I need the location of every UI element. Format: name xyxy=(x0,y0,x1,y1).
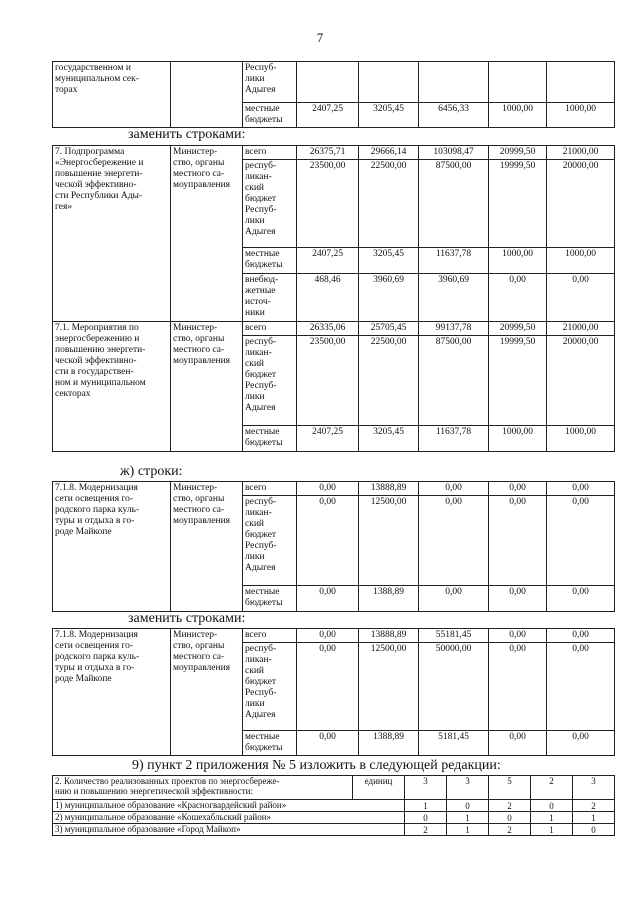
text-line: Адыгея xyxy=(245,85,276,95)
text-line: моуправления xyxy=(173,516,231,526)
heading-replace-rows: заменить строками: xyxy=(128,127,246,142)
text-line: ство, органы xyxy=(173,334,225,344)
value-cell: 2 xyxy=(531,776,573,800)
value-cell: 2407,25 xyxy=(297,103,359,128)
page-number: 7 xyxy=(316,30,324,45)
text-line: местные xyxy=(245,427,280,437)
value-cell: 22500,00 xyxy=(359,160,419,248)
unit-cell: единиц xyxy=(353,776,405,800)
table-row: 2) муниципальное образование «Кошехабльский район» xyxy=(53,812,405,824)
executor-cell xyxy=(171,629,243,756)
value-cell: 0 xyxy=(447,800,489,812)
text-line: местного са- xyxy=(173,505,225,515)
text-line: Респуб- xyxy=(245,205,277,215)
value-cell: 3 xyxy=(405,776,447,800)
value-cell: 1388,89 xyxy=(359,731,419,756)
source-cell xyxy=(243,586,297,612)
text-line: бюджет xyxy=(245,370,277,380)
table-appendix-5 xyxy=(52,775,615,836)
table-subprogram-7 xyxy=(52,145,615,452)
value-cell: 20000,00 xyxy=(547,160,615,248)
text-line: бюджеты xyxy=(245,438,283,448)
value-cell: 3 xyxy=(447,776,489,800)
value-cell: 6456,33 xyxy=(419,103,489,128)
value-cell: 87500,00 xyxy=(419,160,489,248)
text-line: Адыгея xyxy=(245,403,276,413)
value-cell: 3 xyxy=(573,776,615,800)
table-row: 3) муниципальное образование «Город Майкоп» xyxy=(53,824,405,836)
program-label xyxy=(53,629,171,756)
text-line: источ- xyxy=(245,297,271,307)
program-label xyxy=(53,62,171,128)
value-cell: 2407,25 xyxy=(297,426,359,452)
text-line: бюджеты xyxy=(245,260,283,270)
executor-cell xyxy=(171,62,243,128)
value-cell: 103098,47 xyxy=(419,146,489,160)
value-cell: 0,00 xyxy=(297,496,359,586)
value-cell: 0,00 xyxy=(489,731,547,756)
value-cell: 468,46 xyxy=(297,274,359,322)
program-label xyxy=(53,322,171,452)
value-cell: 0 xyxy=(531,800,573,812)
text-line: ский xyxy=(245,519,264,529)
value-cell xyxy=(297,62,359,103)
text-line: респуб- xyxy=(245,497,277,507)
value-cell: 1 xyxy=(447,812,489,824)
value-cell: 0,00 xyxy=(547,496,615,586)
text-line: моуправления xyxy=(173,663,231,673)
text-line: лики xyxy=(245,216,265,226)
value-cell: 26335,06 xyxy=(297,322,359,336)
value-cell: 0 xyxy=(573,824,615,836)
text-line: моуправления xyxy=(173,180,231,190)
value-cell: 21000,00 xyxy=(547,146,615,160)
value-cell: 11637,78 xyxy=(419,248,489,274)
program-label xyxy=(53,482,171,612)
value-cell: 2 xyxy=(489,800,531,812)
text-line: энергосбережению и xyxy=(55,334,140,344)
executor-cell xyxy=(171,482,243,612)
value-cell: 3205,45 xyxy=(359,426,419,452)
text-line: Респуб- xyxy=(245,63,277,73)
value-cell: 1 xyxy=(531,824,573,836)
text-line: ликан- xyxy=(245,655,272,665)
source-cell xyxy=(243,629,297,643)
value-cell: 0,00 xyxy=(489,496,547,586)
executor-cell xyxy=(171,322,243,452)
value-cell: 22500,00 xyxy=(359,336,419,426)
text-line: местного са- xyxy=(173,345,225,355)
value-cell: 55181,45 xyxy=(419,629,489,643)
value-cell: 1000,00 xyxy=(547,248,615,274)
text-line: родского парка куль- xyxy=(55,652,140,662)
text-line: жетные xyxy=(245,286,276,296)
source-cell xyxy=(243,336,297,426)
value-cell: 20000,00 xyxy=(547,336,615,426)
text-line: бюджеты xyxy=(245,598,283,608)
text-line: лики xyxy=(245,392,265,402)
value-cell: 0 xyxy=(489,812,531,824)
text-line: бюджет xyxy=(245,530,277,540)
text-line: респуб- xyxy=(245,337,277,347)
text-line: повышение энергети- xyxy=(55,169,143,179)
value-cell: 1000,00 xyxy=(489,426,547,452)
source-cell xyxy=(243,248,297,274)
value-cell: 1 xyxy=(531,812,573,824)
value-cell: 13888,89 xyxy=(359,482,419,496)
text-line: ство, органы xyxy=(173,641,225,651)
value-cell: 1000,00 xyxy=(489,248,547,274)
value-cell: 0,00 xyxy=(419,482,489,496)
text-line: лики xyxy=(245,74,265,84)
text-line: 2. Количество реализованных проектов по энергосбереже- xyxy=(55,776,280,786)
heading-appendix-5: 9) пункт 2 приложения № 5 изложить в следующей редакции: xyxy=(132,758,501,773)
value-cell: 0,00 xyxy=(547,731,615,756)
value-cell: 5181,45 xyxy=(419,731,489,756)
value-cell: 0,00 xyxy=(297,586,359,612)
value-cell: 12500,00 xyxy=(359,643,419,731)
value-cell: 29666,14 xyxy=(359,146,419,160)
text-line: сети освещения го- xyxy=(55,494,134,504)
source-cell xyxy=(243,160,297,248)
text-line: всего xyxy=(245,630,267,640)
text-line: бюджет xyxy=(245,677,277,687)
indicator-label xyxy=(53,776,353,800)
text-line: Адыгея xyxy=(245,227,276,237)
value-cell: 0,00 xyxy=(419,496,489,586)
text-line: туры и отдыха в го- xyxy=(55,516,135,526)
heading-rows: ж) строки: xyxy=(120,464,183,479)
text-line: ство, органы xyxy=(173,158,225,168)
table-continuation xyxy=(52,61,615,128)
value-cell: 3205,45 xyxy=(359,248,419,274)
value-cell: 2407,25 xyxy=(297,248,359,274)
text-line: Адыгея xyxy=(245,710,276,720)
value-cell: 0,00 xyxy=(489,586,547,612)
text-line: ский xyxy=(245,183,264,193)
value-cell: 0,00 xyxy=(297,643,359,731)
text-line: государственном и xyxy=(55,63,131,73)
text-line: ники xyxy=(245,308,265,318)
text-line: 7.1.8. Модернизация xyxy=(55,630,138,640)
text-line: ский xyxy=(245,359,264,369)
text-line: местного са- xyxy=(173,169,225,179)
source-cell xyxy=(243,103,297,128)
value-cell: 20999,50 xyxy=(489,322,547,336)
value-cell: 1 xyxy=(405,800,447,812)
text-line: Респуб- xyxy=(245,688,277,698)
value-cell xyxy=(547,62,615,103)
value-cell: 1 xyxy=(573,812,615,824)
value-cell: 3205,45 xyxy=(359,103,419,128)
source-cell xyxy=(243,274,297,322)
text-line: Министер- xyxy=(173,147,218,157)
value-cell: 0 xyxy=(405,812,447,824)
value-cell: 87500,00 xyxy=(419,336,489,426)
value-cell: 26375,71 xyxy=(297,146,359,160)
text-line: ликан- xyxy=(245,172,272,182)
source-cell xyxy=(243,731,297,756)
text-line: лики xyxy=(245,699,265,709)
text-line: респуб- xyxy=(245,644,277,654)
source-cell xyxy=(243,322,297,336)
value-cell: 1 xyxy=(447,824,489,836)
value-cell xyxy=(359,62,419,103)
text-line: «Энергосбережение и xyxy=(55,158,144,168)
value-cell: 0,00 xyxy=(547,629,615,643)
text-line: сети освещения го- xyxy=(55,641,134,651)
value-cell: 0,00 xyxy=(297,629,359,643)
source-cell xyxy=(243,62,297,103)
table-row: 1) муниципальное образование «Красногвардейский район» xyxy=(53,800,405,812)
value-cell: 3960,69 xyxy=(419,274,489,322)
text-line: нию и повышению энергетической эффективности: xyxy=(55,786,253,796)
text-line: Респуб- xyxy=(245,541,277,551)
text-line: бюджеты xyxy=(245,115,283,125)
value-cell: 0,00 xyxy=(297,482,359,496)
text-line: повышению энергети- xyxy=(55,345,146,355)
value-cell: 2 xyxy=(489,824,531,836)
value-cell: 0,00 xyxy=(547,586,615,612)
text-line: муниципальном сек- xyxy=(55,74,139,84)
text-line: сти в государствен- xyxy=(55,367,134,377)
value-cell: 3960,69 xyxy=(359,274,419,322)
text-line: ческой эффективно- xyxy=(55,356,137,366)
value-cell: 2 xyxy=(405,824,447,836)
text-line: ликан- xyxy=(245,348,272,358)
value-cell: 0,00 xyxy=(297,731,359,756)
text-line: торах xyxy=(55,85,78,95)
text-line: местные xyxy=(245,104,280,114)
value-cell: 0,00 xyxy=(489,643,547,731)
text-line: родского парка куль- xyxy=(55,505,140,515)
value-cell: 0,00 xyxy=(489,629,547,643)
value-cell: 0,00 xyxy=(489,482,547,496)
text-line: ном и муниципальном xyxy=(55,378,146,388)
value-cell: 5 xyxy=(489,776,531,800)
value-cell: 23500,00 xyxy=(297,160,359,248)
value-cell: 0,00 xyxy=(547,274,615,322)
text-line: всего xyxy=(245,323,267,333)
value-cell xyxy=(419,62,489,103)
text-line: местного са- xyxy=(173,652,225,662)
text-line: ческой эффективно- xyxy=(55,180,137,190)
value-cell: 0,00 xyxy=(489,274,547,322)
value-cell: 13888,89 xyxy=(359,629,419,643)
value-cell: 0,00 xyxy=(547,643,615,731)
text-line: сти Республики Ады- xyxy=(55,191,143,201)
text-line: роде Майкопе xyxy=(55,527,112,537)
executor-cell xyxy=(171,146,243,322)
text-line: местные xyxy=(245,732,280,742)
text-line: бюджет xyxy=(245,194,277,204)
value-cell: 23500,00 xyxy=(297,336,359,426)
value-cell: 12500,00 xyxy=(359,496,419,586)
text-line: всего xyxy=(245,483,267,493)
source-cell xyxy=(243,482,297,496)
value-cell: 19999,50 xyxy=(489,160,547,248)
source-cell xyxy=(243,643,297,731)
value-cell: 20999,50 xyxy=(489,146,547,160)
text-line: лики xyxy=(245,552,265,562)
text-line: Респуб- xyxy=(245,381,277,391)
text-line: Министер- xyxy=(173,630,218,640)
text-line: гея» xyxy=(55,202,73,212)
text-line: ский xyxy=(245,666,264,676)
text-line: ство, органы xyxy=(173,494,225,504)
value-cell: 1388,89 xyxy=(359,586,419,612)
value-cell: 11637,78 xyxy=(419,426,489,452)
text-line: местные xyxy=(245,249,280,259)
text-line: Министер- xyxy=(173,483,218,493)
text-line: респуб- xyxy=(245,161,277,171)
table-rows-new xyxy=(52,628,615,756)
table-rows-old xyxy=(52,481,615,612)
text-line: 7. Подпрограмма xyxy=(55,147,125,157)
text-line: моуправления xyxy=(173,356,231,366)
value-cell: 1000,00 xyxy=(547,426,615,452)
program-label xyxy=(53,146,171,322)
value-cell: 1000,00 xyxy=(547,103,615,128)
text-line: секторах xyxy=(55,389,91,399)
text-line: местные xyxy=(245,587,280,597)
value-cell: 1000,00 xyxy=(489,103,547,128)
value-cell: 19999,50 xyxy=(489,336,547,426)
value-cell: 99137,78 xyxy=(419,322,489,336)
text-line: всего xyxy=(245,147,267,157)
text-line: внебюд- xyxy=(245,275,279,285)
text-line: 7.1.8. Модернизация xyxy=(55,483,138,493)
text-line: роде Майкопе xyxy=(55,674,112,684)
text-line: 7.1. Мероприятия по xyxy=(55,323,139,333)
text-line: Адыгея xyxy=(245,563,276,573)
source-cell xyxy=(243,496,297,586)
text-line: Министер- xyxy=(173,323,218,333)
value-cell: 25705,45 xyxy=(359,322,419,336)
value-cell: 21000,00 xyxy=(547,322,615,336)
value-cell xyxy=(489,62,547,103)
value-cell: 50000,00 xyxy=(419,643,489,731)
source-cell xyxy=(243,426,297,452)
value-cell: 0,00 xyxy=(547,482,615,496)
text-line: бюджеты xyxy=(245,743,283,753)
value-cell: 2 xyxy=(573,800,615,812)
heading-replace-rows-2: заменить строками: xyxy=(128,611,246,626)
text-line: ликан- xyxy=(245,508,272,518)
text-line: туры и отдыха в го- xyxy=(55,663,135,673)
source-cell xyxy=(243,146,297,160)
value-cell: 0,00 xyxy=(419,586,489,612)
